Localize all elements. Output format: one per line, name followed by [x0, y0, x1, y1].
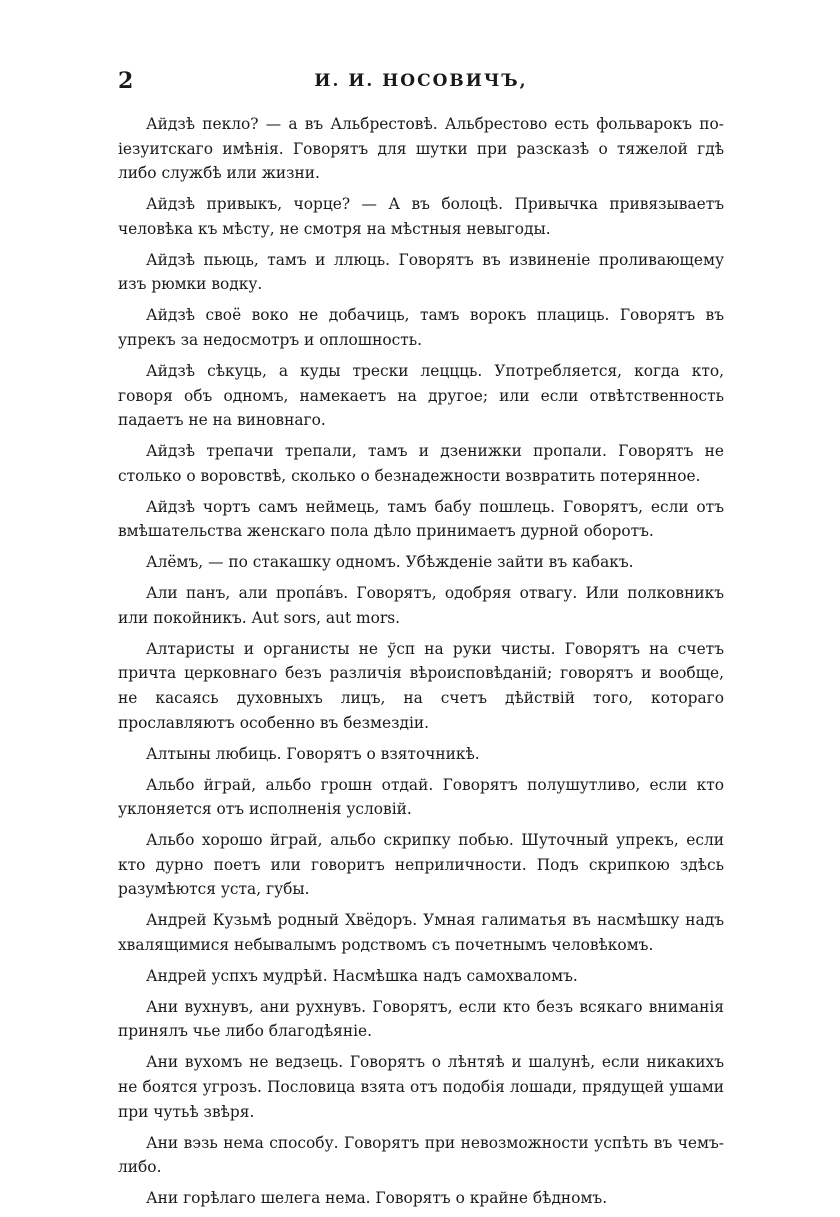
proverb-entry: Ани вухомъ не ведзець. Говорятъ о лѣнтяѣ и шалунѣ, если никакихъ не боятся угрозъ. Пословица взята отъ подобiя лошади, прядущей ушами при чутьѣ звѣря. [118, 1053, 724, 1121]
proverb-entry: Андрей Кузьмѣ родный Хвёдоръ. Умная галиматья въ насмѣшку надъ хвалящимися небывалымъ родствомъ съ почетнымъ человѣкомъ. [118, 911, 724, 954]
proverb-entry: Айдзѣ сѣкуць, а куды трески леццць. Употребляется, когда кто, говоря объ одномъ, намекаетъ на другое; или если отвѣтственность падаетъ не на виновнаго. [118, 361, 724, 430]
proverb-entry: Айдзѣ своё воко не добачиць, тамъ ворокъ плациць. Говорятъ въ упрекъ за недосмотръ и оплошность. [118, 306, 724, 349]
proverb-entry: Алтыны любиць. Говорятъ о взяточникѣ. [146, 744, 480, 763]
proverb-entry: Айдзѣ пьюць, тамъ и ллюць. Говорятъ въ извиненiе проливающему изъ рюмки водку. [118, 250, 724, 294]
proverb-entry: Ани вухнувъ, ани рухнувъ. Говорятъ, если кто безъ всякаго вниманiя принялъ чье либо благодѣянiе. [118, 997, 724, 1041]
running-head [118, 66, 724, 96]
running-title: И. И. НОСОВИЧЪ, [314, 71, 528, 91]
proverb-entry: Андрей успхъ мудрѣй. Насмѣшка надъ самохваломъ. [146, 966, 578, 985]
proverb-entry: Алёмъ, — по стакашку одномъ. Убѣжденiе зайти въ кабакъ. [146, 553, 634, 572]
proverb-entry: Айдзѣ пекло? — а въ Альбрестовѣ. Альбрестово есть фольварокъ по-iезуитскаго имѣнiя. Говорятъ для шутки при разсказѣ о тяжелой гдѣ либо службѣ или жизни. [118, 115, 724, 183]
proverb-entry: Ани горѣлаго шелега нема. Говорятъ о крайне бѣдномъ. [146, 1189, 608, 1208]
proverb-entry: Айдзѣ трепачи трепали, тамъ и дзенижки пропали. Говорятъ не столько о воровствѣ, сколько о безнадежности возвратить потерянное. [118, 442, 724, 485]
proverb-entry: Альбо хорошо йграй, альбо скрипку побью. Шуточный упрекъ, если кто дурно поетъ или говоритъ неприличности. Подъ скрипкою здѣсь разумѣются уста, губы. [118, 831, 724, 899]
page-number: 2 [118, 68, 134, 94]
proverb-entry: Айдзѣ привыкъ, чорце? — А въ болоцѣ. Привычка привязываетъ человѣка къ мѣсту, не смотря на мѣстныя невыгоды. [118, 195, 724, 238]
proverb-entry: Айдзѣ чортъ самъ неймець, тамъ бабу пошлець. Говорятъ, если отъ вмѣшательства женскаго пола дѣло принимаетъ дурной оборотъ. [118, 497, 724, 541]
proverb-list [118, 112, 724, 1217]
proverb-entry: Ани вэзь нема способу. Говорятъ при невозможности успѣть въ чемъ-либо. [118, 1133, 724, 1177]
proverb-entry: Альбо йграй, альбо грошн отдай. Говорятъ полушутливо, если кто уклоняется отъ исполненiя условiй. [118, 775, 724, 819]
proverb-entry: Али панъ, али пропáвъ. Говорятъ, одобряя отвагу. Или полковникъ или покойникъ. Aut sors, aut mors. [118, 584, 724, 627]
proverb-entry: Алтаристы и органисты не ўсп на руки чисты. Говорятъ на счетъ причта церковнаго безъ различiя вѣроисповѣданiй; говорятъ и вообще, не касаясь духовныхъ лицъ, на счетъ дѣйствiй того, котораго прославляютъ особенно въ безмездiи. [118, 639, 724, 732]
